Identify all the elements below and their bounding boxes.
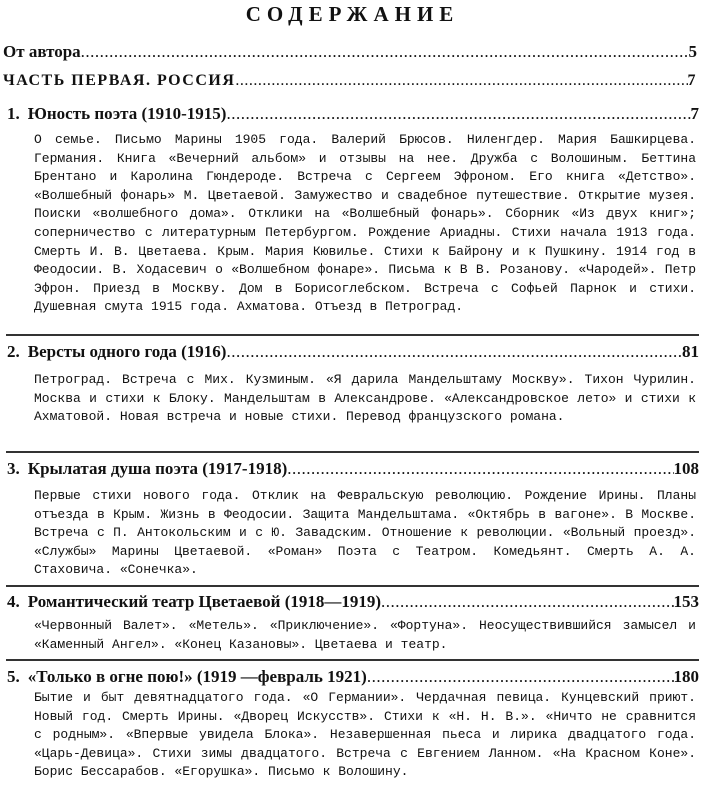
chapter-title: «Только в огне пою!» (1919 —февраль 1921) ..... (28, 667, 674, 687)
part-label: ЧАСТЬ ПЕРВАЯ. РОССИЯ ..... (3, 72, 688, 90)
chapter-entry-2[interactable] (7, 342, 699, 362)
chapter-entry-1[interactable] (7, 104, 699, 124)
chapter-number: 3. (7, 459, 20, 478)
chapter-description-5: Бытие и быт девятнадцатого года. «О Германии». Чердачная певица. Кунцевский приют. Новый год. Смерть Ирины. «Дворец Искусств». Стихи к «Н. Н. В.». «Ничто не сравнится с родным». «Впервые увидела Блока». Незавершенная пьеса и лирика двадцатого года. «Царь-Девица». Стихи зимы двадцатого. Встреча с Евгением Ланном. «На Красном Коне». Борис Бессарабов. «Егорушка». Письмо к Волошину. (34, 690, 696, 780)
chapter-number: 2. (7, 342, 20, 361)
entry-label: От автора ..... (3, 42, 689, 62)
toc-entry-intro[interactable] (3, 42, 697, 62)
chapter-title: Крылатая душа поэта (1917-1918) ..... (28, 459, 674, 479)
chapter-description-1: О семье. Письмо Марины 1905 года. Валерий Брюсов. Ниленгдер. Мария Башкирцева. Германия. Книга «Вечерний альбом» и отзывы на нее. Дружба с Волошиным. Беттина Брентано и Каролина Гюндероде. Встреча с Сергеем Эфроном. Его книга «Детство». «Волшебный фонарь» М. Цветаевой. Замужество и свадебное путешествие. Открытие музея. Поиски «волшебного дома». Отклики на «Волшебный фонарь». Сборник «Из двух книг»; соперничество с литературным Петербургом. Рождение Ариадны. Стихи начала 1913 года. Смерть И. В. Цветаева. Крым. Мария Кювилье. Стихи к Байрону и к Пушкину. 1914 год в Феодосии. В. Ходасевич о «Волшебном фонаре». Письма к В В. Розанову. «Чародей». Петр Эфрон. Приезд в Москву. Дом в Борисоглебском. Встреча с Софьей Парнок и стихи. Душевная смута 1915 года. Ахматова. Отъезд в Петроград. (34, 132, 696, 315)
chapter-title: Юность поэта (1910-1915) ..... (28, 104, 691, 124)
divider (6, 334, 699, 336)
chapter-page-number: 81 (682, 342, 699, 361)
chapter-title: Романтический театр Цветаевой (1918—1919) ..... (28, 592, 674, 612)
chapter-page-number: 7 (690, 104, 699, 123)
chapter-page-number: 108 (673, 459, 699, 478)
chapter-description-2: Петроград. Встреча с Мих. Кузминым. «Я дарила Мандельштаму Москву». Тихон Чурилин. Москва и стихи к Блоку. Мандельштам в Александрове. «Александровское лето» и стихи к Ахматовой. Новая встреча и новые стихи. Перевод французского романа. (34, 372, 696, 425)
chapter-description-4: «Червонный Валет». «Метель». «Приключение». «Фортуна». Неосуществившийся замысел и «Каменный Ангел». «Конец Казановы». Цветаева и театр. (34, 618, 696, 652)
chapter-description-3: Первые стихи нового года. Отклик на Февральскую революцию. Рождение Ирины. Планы отъезда в Крым. Жизнь в Феодосии. Защита Мандельштама. «Октябрь в вагоне». В Москве. Встреча с П. Антокольским и с Ю. Завадским. Отношение к революции. «Вольный проезд». «Службы» Марины Цветаевой. «Роман» Поэта с Театром. Комедьянт. Смерть А. А. Стаховича. «Сонечка». (34, 488, 696, 578)
chapter-page-number: 180 (673, 667, 699, 686)
chapter-number: 5. (7, 667, 20, 686)
divider (6, 451, 699, 453)
chapter-entry-5[interactable] (7, 667, 699, 687)
chapter-number: 4. (7, 592, 20, 611)
toc-title: СОДЕРЖАНИЕ (245, 2, 460, 26)
toc-part-heading[interactable] (3, 72, 697, 90)
divider (6, 659, 699, 661)
chapter-page-number: 153 (673, 592, 699, 611)
chapter-number: 1. (7, 104, 20, 123)
entry-page-number: 5 (688, 42, 697, 61)
chapter-title: Версты одного года (1916) ..... (28, 342, 682, 362)
divider (6, 585, 699, 587)
part-page-number: 7 (687, 72, 697, 89)
chapter-entry-3[interactable] (7, 459, 699, 479)
chapter-entry-4[interactable] (7, 592, 699, 612)
